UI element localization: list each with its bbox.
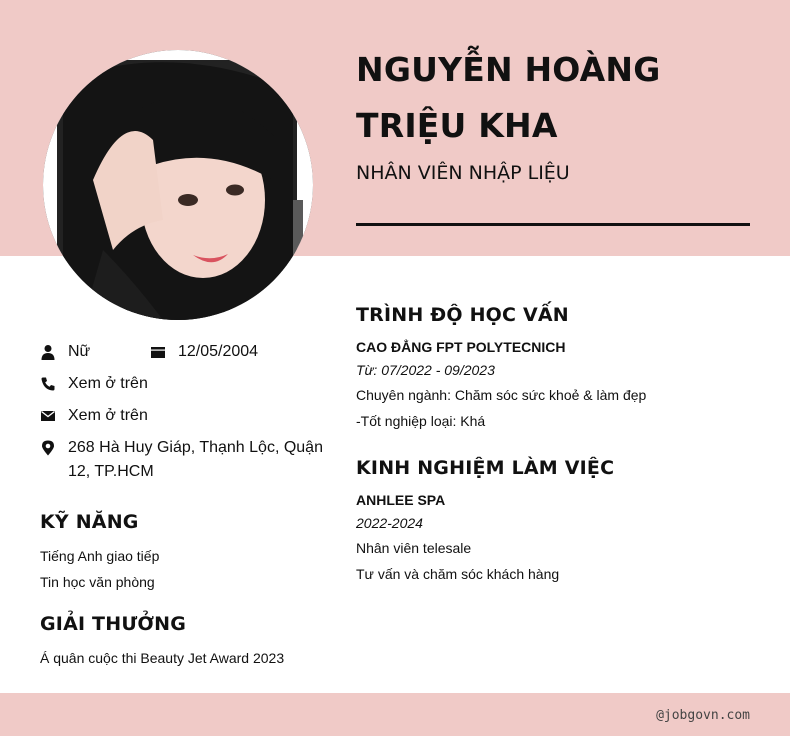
education-detail: -Tốt nghiệp loại: Khá <box>356 413 486 429</box>
job-title: NHÂN VIÊN NHẬP LIỆU <box>356 162 570 184</box>
mail-icon <box>40 408 56 424</box>
phone-icon <box>40 376 56 392</box>
email-value: Xem ở trên <box>68 407 148 424</box>
skills-heading: KỸ NĂNG <box>40 511 139 533</box>
award-item: Á quân cuộc thi Beauty Jet Award 2023 <box>40 650 285 666</box>
address-value: 268 Hà Huy Giáp, Thạnh Lộc, Quận 12, TP.HCM <box>68 439 323 480</box>
experience-detail: Tư vấn và chăm sóc khách hàng <box>356 566 560 582</box>
birthdate-row <box>150 340 258 364</box>
education-period: Từ: 07/2022 - 09/2023 <box>356 362 495 378</box>
calendar-icon <box>150 344 166 360</box>
experience-heading: KINH NGHIỆM LÀM VIỆC <box>356 457 615 479</box>
skill-item: Tiếng Anh giao tiếp <box>40 548 160 564</box>
person-icon <box>40 344 56 360</box>
footer-watermark: @jobgovn.com <box>656 708 750 723</box>
education-heading: TRÌNH ĐỘ HỌC VẤN <box>356 304 569 326</box>
awards-heading: GIẢI THƯỞNG <box>40 613 187 635</box>
education-school: CAO ĐẲNG FPT POLYTECNICH <box>356 339 566 355</box>
phone-value: Xem ở trên <box>68 375 148 392</box>
education-detail: Chuyên ngành: Chăm sóc sức khoẻ & làm đẹp <box>356 387 647 403</box>
email-row <box>40 404 148 428</box>
gender-row <box>40 340 90 364</box>
experience-detail: Nhân viên telesale <box>356 540 472 556</box>
profile-photo <box>43 50 313 320</box>
birthdate-value: 12/05/2004 <box>178 343 259 360</box>
gender-value: Nữ <box>68 343 91 360</box>
header-divider <box>356 223 750 226</box>
experience-period: 2022-2024 <box>356 515 423 531</box>
skill-item: Tin học văn phòng <box>40 574 155 590</box>
address-row <box>40 436 325 484</box>
experience-company: ANHLEE SPA <box>356 492 446 508</box>
candidate-name: NGUYỄN HOÀNG TRIỆU KHA <box>356 50 661 145</box>
phone-row <box>40 372 148 396</box>
location-pin-icon <box>40 440 56 456</box>
